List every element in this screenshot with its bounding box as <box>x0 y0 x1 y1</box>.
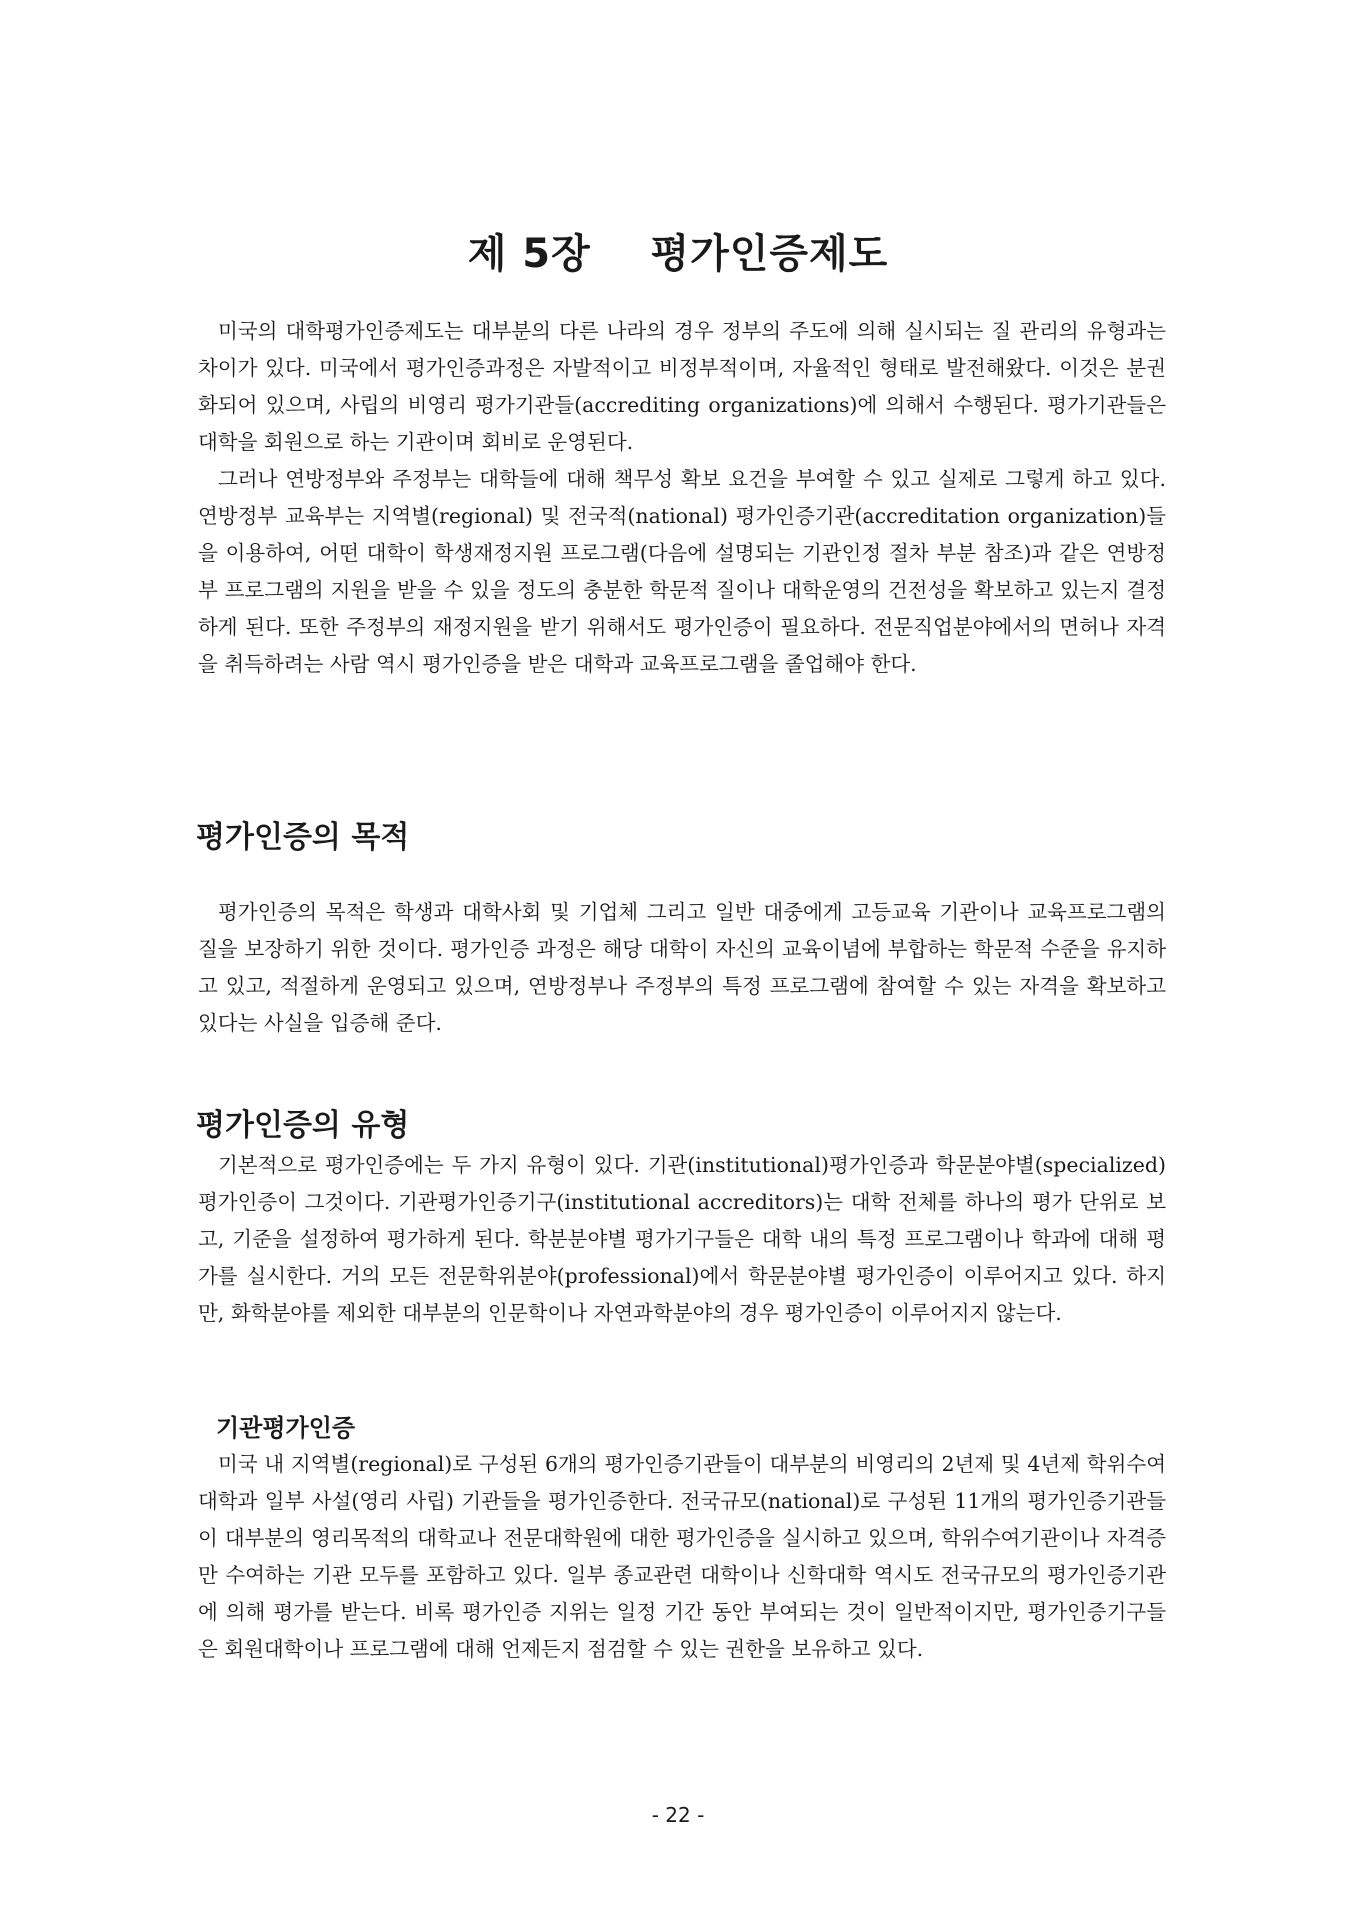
subsection-heading-institutional: 기관평가인증 <box>216 1414 356 1442</box>
intro-paragraph-2: 그러나 연방정부와 주정부는 대학들에 대해 책무성 확보 요건을 부여할 수 있고 실제로 그렇게 하고 있다. 연방정부 교육부는 지역별(regional) 및 전국적(national) 평가인증기관(accreditation organization)들을 이용하여, 어떤 대학이 학생재정지원 프로그램(다음에 설명되는 기관인정 절차 부분 참조)과 같은 연방정부 프로그램의 지원을 받을 수 있을 정도의 충분한 학문적 질이나 대학운영의 건전성을 확보하고 있는지 결정하게 된다. 또한 주정부의 재정지원을 받기 위해서도 평가인증이 필요하다. 전문직업분야에서의 면허나 자격을 취득하려는 사람 역시 평가인증을 받은 대학과 교육프로그램을 졸업해야 한다. <box>198 467 1166 676</box>
intro-paragraph-1: 미국의 대학평가인증제도는 대부분의 다른 나라의 경우 정부의 주도에 의해 실시되는 질 관리의 유형과는 차이가 있다. 미국에서 평가인증과정은 자발적이고 비정부적이며, 자율적인 형태로 발전해왔다. 이것은 분권화되어 있으며, 사립의 비영리 평가기관들(accrediting organizations)에 의해서 수행된다. 평가기관들은 대학을 회원으로 하는 기관이며 회비로 운영된다. <box>198 319 1166 454</box>
purpose-paragraph-1: 평가인증의 목적은 학생과 대학사회 및 기업체 그리고 일반 대중에게 고등교육 기관이나 교육프로그램의 질을 보장하기 위한 것이다. 평가인증 과정은 해당 대학이 자신의 교육이념에 부합하는 학문적 수준을 유지하고 있고, 적절하게 운영되고 있으며, 연방정부나 주정부의 특정 프로그램에 참여할 수 있는 자격을 확보하고 있다는 사실을 입증해 준다. <box>198 900 1166 1035</box>
section-heading-purpose: 평가인증의 목적 <box>196 820 410 855</box>
intro-section <box>198 313 1166 683</box>
purpose-section <box>198 894 1166 1042</box>
types-paragraph-1: 기본적으로 평가인증에는 두 가지 유형이 있다. 기관(institutional)평가인증과 학문분야별(specialized) 평가인증이 그것이다. 기관평가인증기구(institutional accreditors)는 대학 전체를 하나의 평가 단위로 보고, 기준을 설정하여 평가하게 된다. 학분분야별 평가기구들은 대학 내의 특정 프로그램이나 학과에 대해 평가를 실시한다. 거의 모든 전문학위분야(professional)에서 학문분야별 평가인증이 이루어지고 있다. 하지만, 화학분야를 제외한 대부분의 인문학이나 자연과학분야의 경우 평가인증이 이루어지지 않는다. <box>198 1153 1166 1325</box>
institutional-paragraph-1: 미국 내 지역별(regional)로 구성된 6개의 평가인증기관들이 대부분의 비영리의 2년제 및 4년제 학위수여 대학과 일부 사설(영리 사립) 기관들을 평가인증한다. 전국규모(national)로 구성된 11개의 평가인증기관들이 대부분의 영리목적의 대학교나 전문대학원에 대한 평가인증을 실시하고 있으며, 학위수여기관이나 자격증만 수여하는 기관 모두를 포함하고 있다. 일부 종교관련 대학이나 신학대학 역시도 전국규모의 평가인증기관에 의해 평가를 받는다. 비록 평가인증 지위는 일정 기간 동안 부여되는 것이 일반적이지만, 평가인증기구들은 회원대학이나 프로그램에 대해 언제든지 점검할 수 있는 권한을 보유하고 있다. <box>198 1452 1166 1661</box>
page-number: - 22 - <box>651 1803 705 1827</box>
types-section <box>198 1147 1166 1332</box>
institutional-section <box>198 1446 1166 1668</box>
chapter-title: 제 5장 평가인증제도 <box>467 231 889 277</box>
section-heading-types: 평가인증의 유형 <box>196 1108 410 1143</box>
